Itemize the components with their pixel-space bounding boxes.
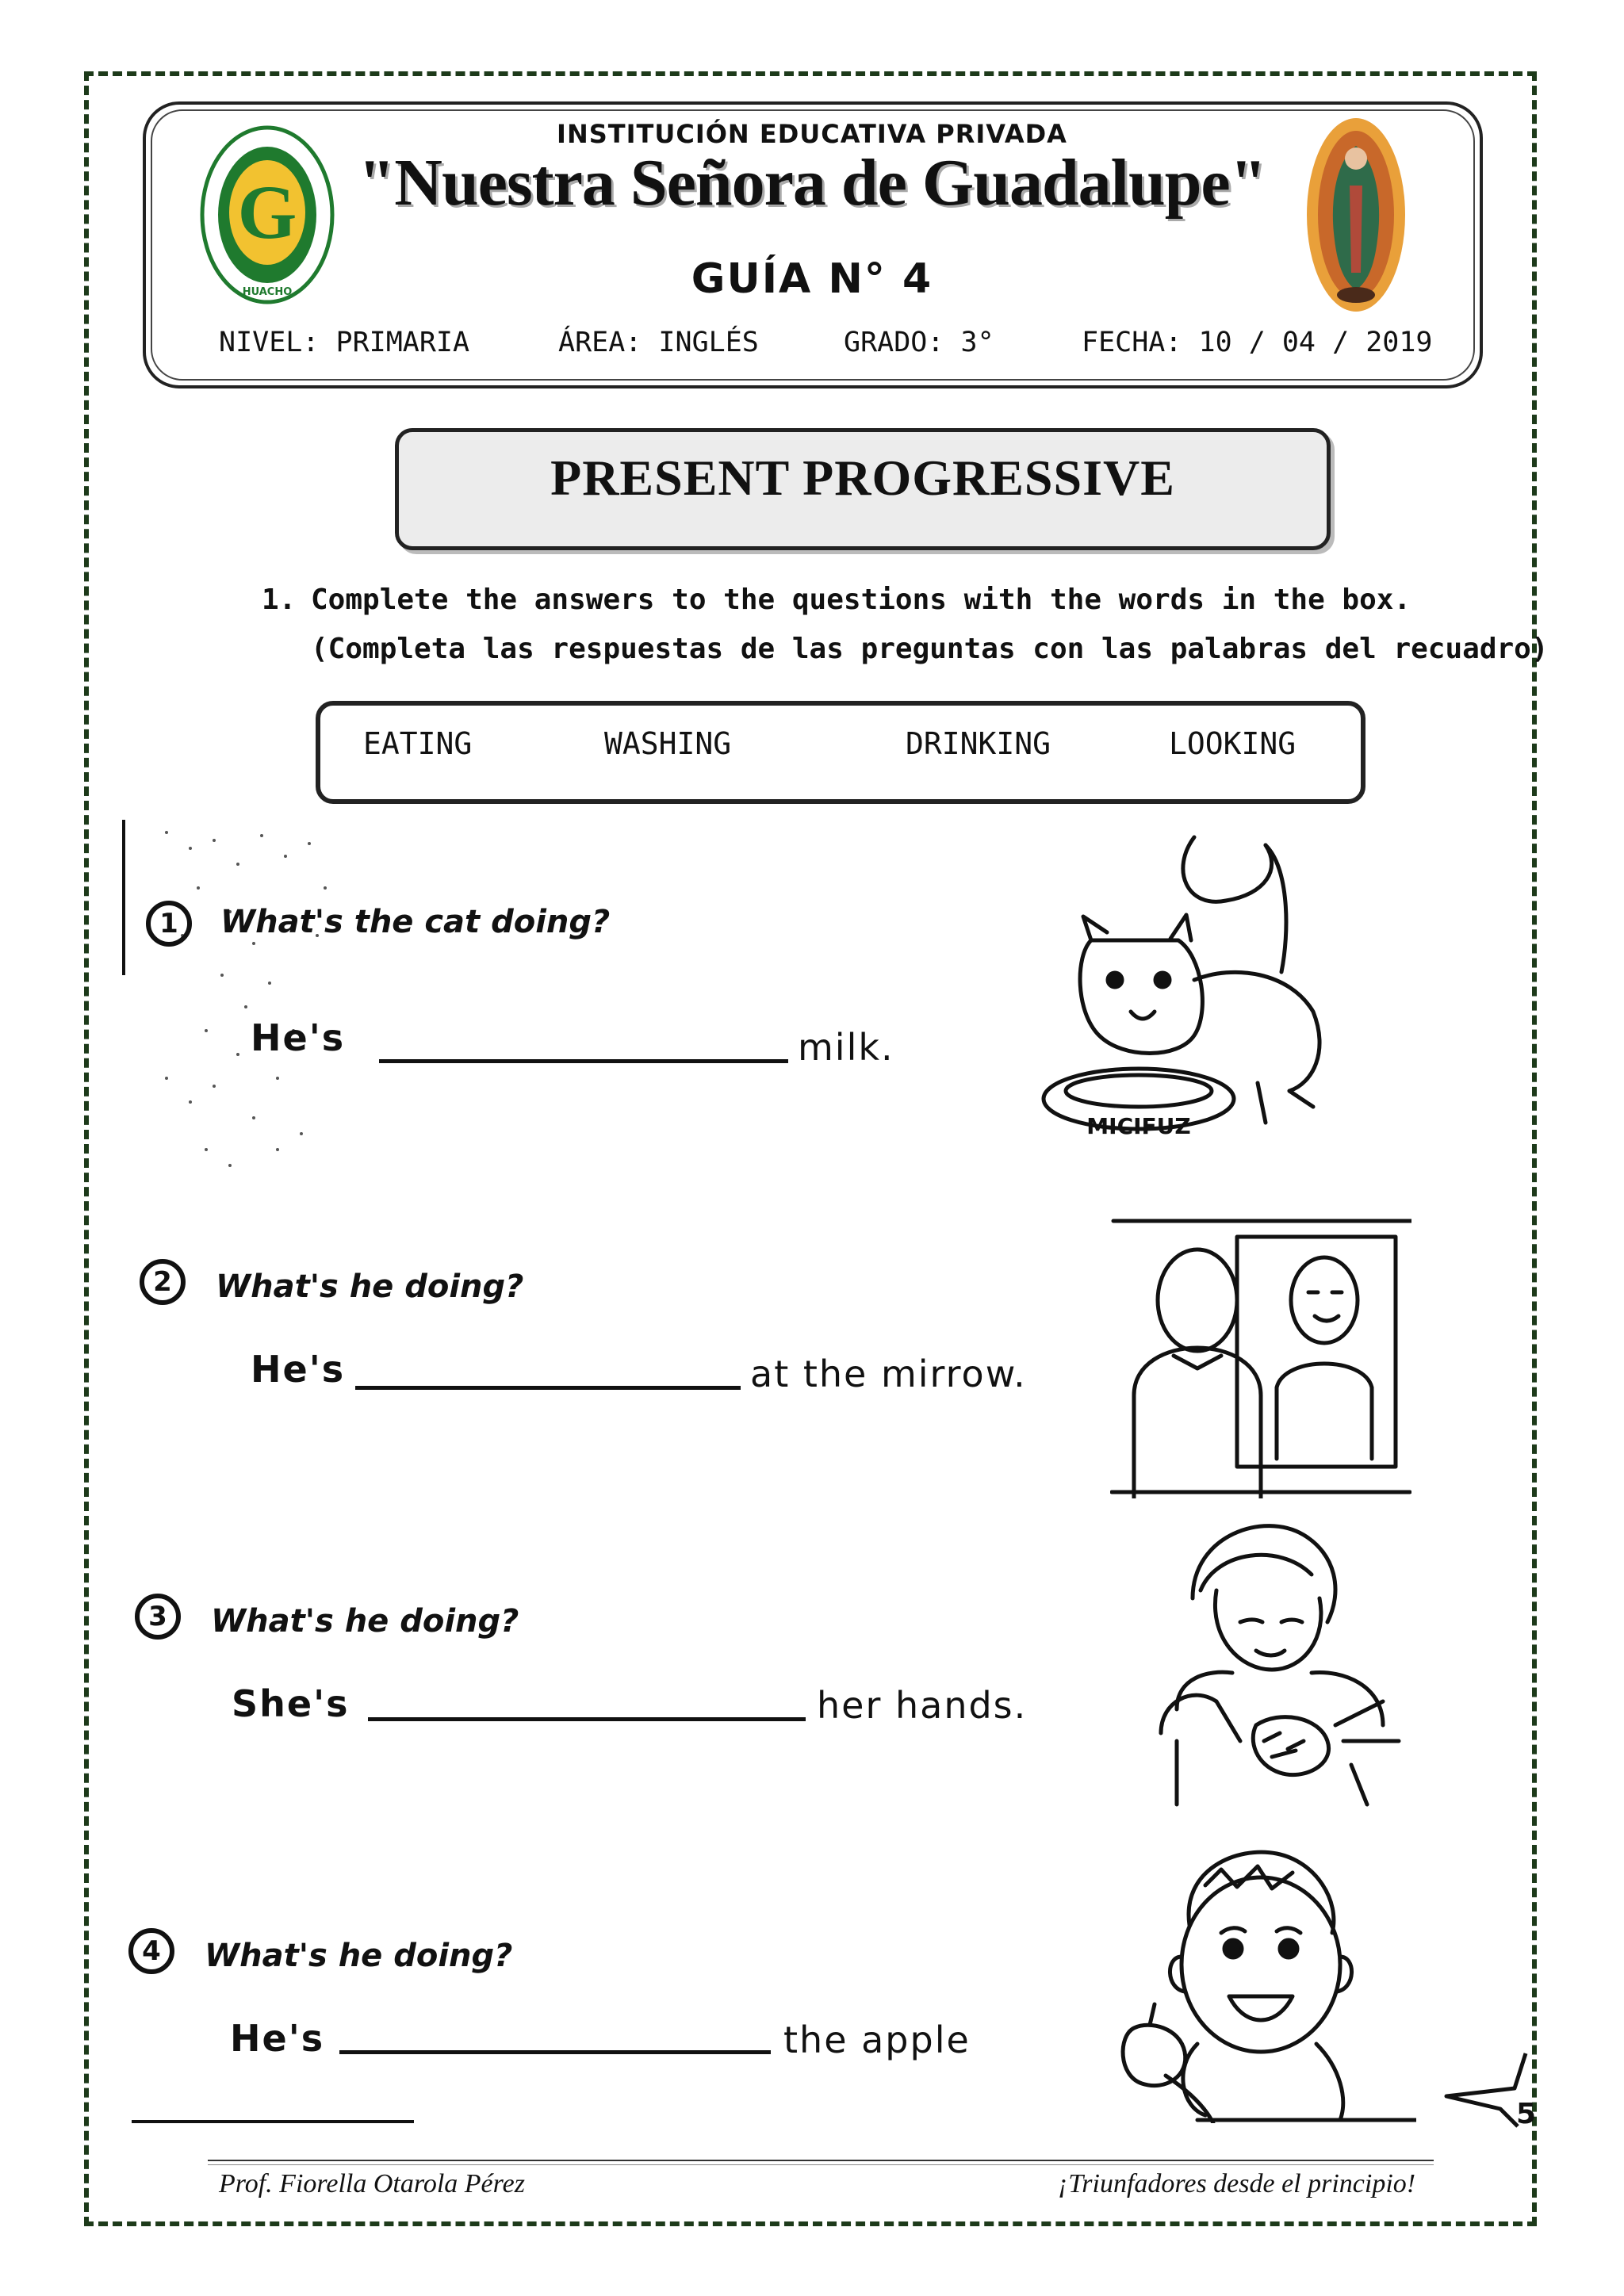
school-name: "Nuestra Señora de Guadalupe" xyxy=(358,146,1266,220)
cat-drinking-milk-picture xyxy=(1028,821,1364,1154)
logo-city: HUACHO xyxy=(242,286,293,298)
question-1-number: 1 xyxy=(146,901,192,947)
question-3-text: What's he doing? xyxy=(211,1603,519,1640)
word-washing: WASHING xyxy=(604,726,732,761)
answer-3-start: She's xyxy=(232,1682,350,1725)
extra-line xyxy=(132,2120,414,2123)
corner-number: 5 xyxy=(1516,2098,1537,2128)
word-looking: LOOKING xyxy=(1169,726,1297,761)
page-title: PRESENT PROGRESSIVE xyxy=(550,450,1175,506)
question-2-text: What's he doing? xyxy=(216,1269,524,1305)
question-2-number: 2 xyxy=(140,1259,186,1305)
level-label: NIVEL: PRIMARIA xyxy=(219,327,470,358)
logo-letter: G xyxy=(237,170,297,254)
answer-2-end: at the mirrow. xyxy=(750,1353,1027,1395)
answer-4-start: He's xyxy=(230,2017,325,2060)
footer-rule xyxy=(208,2160,1434,2161)
date-label: FECHA: 10 / 04 / 2019 xyxy=(1082,327,1433,358)
answer-1-start: He's xyxy=(251,1016,346,1059)
answer-3-blank[interactable] xyxy=(368,1717,806,1721)
instruction-spanish: (Completa las respuestas de las preguntas con las palabras del recuadro) xyxy=(311,633,1549,665)
word-eating: EATING xyxy=(363,726,473,761)
footer-motto: ¡Triunfadores desde el principio! xyxy=(1058,2169,1416,2198)
answer-2-blank[interactable] xyxy=(355,1386,741,1390)
answer-1-blank[interactable] xyxy=(379,1059,788,1063)
answer-1-end: milk. xyxy=(798,1026,894,1069)
grade-label: GRADO: 3° xyxy=(844,327,994,358)
star-mark xyxy=(1438,2047,1538,2128)
footer-teacher: Prof. Fiorella Otarola Pérez xyxy=(219,2169,525,2198)
question-3-number: 3 xyxy=(135,1594,181,1640)
instruction-number: 1. xyxy=(262,584,297,616)
answer-3-end: her hands. xyxy=(817,1684,1028,1727)
word-drinking: DRINKING xyxy=(906,726,1051,761)
question-4-number: 4 xyxy=(128,1928,174,1974)
bowl-label: MICIFUZ xyxy=(1086,1113,1191,1139)
boy-eating-apple-picture xyxy=(1102,1838,1416,2123)
answer-4-blank[interactable] xyxy=(339,2050,771,2054)
question-1-text: What's the cat doing? xyxy=(220,904,611,940)
answer-4-end: the apple xyxy=(783,2019,971,2061)
man-at-mirror-picture xyxy=(1110,1213,1411,1498)
instruction-english: Complete the answers to the questions with the words in the box. xyxy=(311,584,1411,616)
question-4-text: What's he doing? xyxy=(205,1938,513,1974)
speckle-texture xyxy=(119,817,515,1213)
footer-rule-thin xyxy=(208,2164,1434,2165)
girl-washing-hands-picture xyxy=(1145,1503,1415,1812)
answer-2-start: He's xyxy=(251,1348,346,1391)
institution-label: INSTITUCIÓN EDUCATIVA PRIVADA xyxy=(557,119,1067,149)
area-label: ÁREA: INGLÉS xyxy=(558,327,759,358)
guide-number: GUÍA N° 4 xyxy=(691,255,933,303)
